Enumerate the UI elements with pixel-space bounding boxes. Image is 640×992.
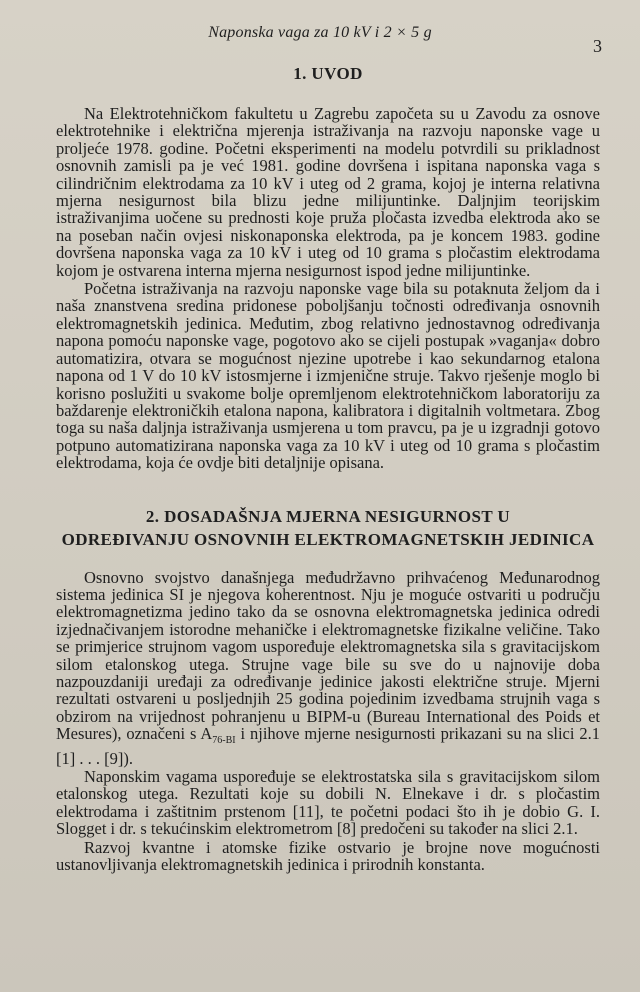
running-head: Naponska vaga za 10 kV i 2 × 5 g xyxy=(208,24,432,41)
section-2-title-line-1: 2. DOSADAŠNJA MJERNA NESIGURNOST U xyxy=(145,506,511,526)
section-1-paragraph-2: Početna istraživanja na razvoju naponske vage bila su potaknuta željom da i naša znanstvena sredina pridonese poboljšanju točnosti određivanja osnovnih elektromagnetskih jedinica. Međutim, zbog relativno jednostavnog određivanja napona pomoću naponske vage, pogotovo ako se cijeli postupak »vaganja« dobro automatizira, otvara se mogućnost njezine upotrebe i kao sekundarnog etalona napona od 1 V do 10 kV istosmjerne i izmjenične struje. Takvo rješenje moglo bi korisno poslužiti u svakome bolje opremljenom elektrotehničkom laboratoriju za baždarenje elektroničkih etalona napona, kalibratora i digitalnih voltmetara. Zbog toga su naša daljnja istraživanja usmjerena u tom pravcu, pa je u izgradnji gotovo potpuno automatizirana naponska vaga za 10 kV i uteg od 10 grama s pločastim elektrodama, koja će ovdje biti detaljnije opisana. xyxy=(56,279,600,473)
section-2-paragraph-1-text-end: i njihove mjerne nesigurnosti prikazani su na slici 2.1 [1] . . . [9]). xyxy=(56,724,600,768)
section-1-paragraph-1: Na Elektrotehničkom fakultetu u Zagrebu započeta su u Zavodu za osnove elektrotehnike i električna mjerenja istraživanja na razvoju naponske vage u proljeće 1978. godine. Početni eksperimenti na modelu potvrdili su prikladnost osnovnih zamisli pa je već 1981. godine dovršena i ispitana naponska vaga s cilindričnim elektrodama za 10 kV i uteg od 2 grama, kojoj je interna relativna mjerna nesigurnost bila blizu jedne milijuntinke. Daljnjim teorijskim istraživanjima uočene su prednosti koje pruža pločasta izvedba elektroda ako se na poseban način ovjesi niskonaponska elektroda, pa je koncem 1983. godine dovršena naponska vaga za 10 kV i uteg od 10 grama s pločastim elektrodama kojom je ostvarena interna mjerna nesigurnost ispod jedne milijuntinke. xyxy=(56,104,600,280)
page-number: 3 xyxy=(593,36,602,56)
section-2-title xyxy=(56,505,600,551)
section-2-paragraph-1-text-start: Osnovno svojstvo današnjega međudržavno prihvaćenog Međunarodnog sistema jedinica SI je njegova koherentnost. Nju je moguće ostvariti u području elektromagnetizma jedino tako da se osnovna elektromagnetska jedinica odredi izjednačivanjem istorodne mehaničke i elektromagnetske fizikalne veličine. Tako se primjerice strujnom vagom uspoređuje elektromagnetska sila s gravitacijskom silom etalonskog utega. Strujne vage bile su sve do u najnovije doba nazpouzdaniji uređaji za određivanje jedinice jakosti električne struje. Mjerni rezultati ostvareni u posljednjih 25 godina pojedinim izvedbama strujnih vaga s obzirom na vrijednost pohranjenu u BIPM-u (Bureau International des Poids et Mesures), označeni s A xyxy=(56,567,600,744)
section-1-title: 1. UVOD xyxy=(293,64,363,83)
section-2-paragraph-1 xyxy=(56,569,600,767)
page-content xyxy=(56,56,600,873)
section-2-paragraph-3: Razvoj kvantne i atomske fizike ostvario je brojne nove mogućnosti ustanovljivanja elektromagnetskih jedinica i prirodnih konstanta. xyxy=(56,837,600,875)
measurement-subscript: 76-BI xyxy=(212,735,236,747)
section-2-title-line-2: ODREĐIVANJU OSNOVNIH ELEKTROMAGNETSKIH JEDINICA xyxy=(61,529,595,549)
section-2-paragraph-2: Naponskim vagama uspoređuje se elektrostatska sila s gravitacijskom silom etalonskog utega. Rezultati koje su dobili N. Elnekave i dr. s pločastim elektrodama i zaštitnim prstenom [11], te početni podaci što ih je dobio G. I. Slogget i dr. s tekućinskim elektrometrom [8] predočeni su također na slici 2.1. xyxy=(56,767,600,839)
